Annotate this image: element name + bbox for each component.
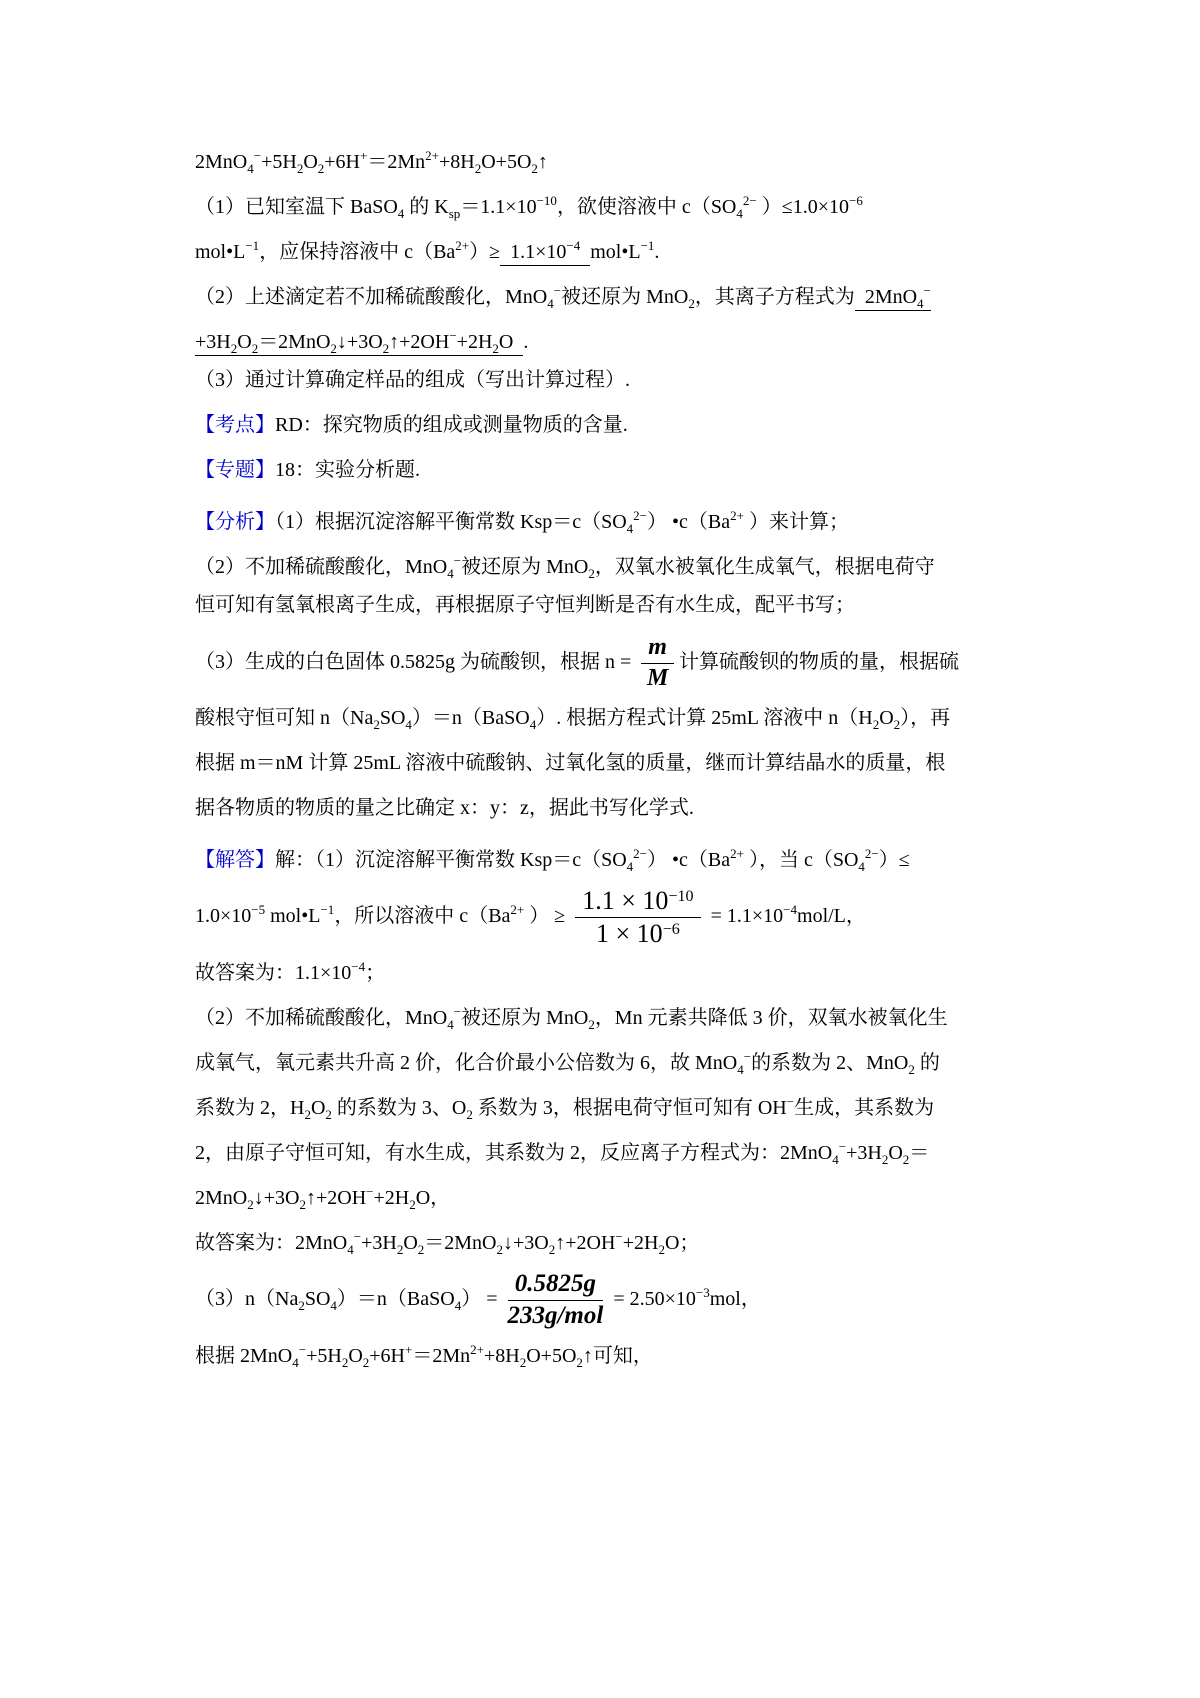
- subscript-run: 4: [347, 1242, 354, 1257]
- superscript-run: −1: [320, 902, 335, 917]
- text-run: O: [310, 1097, 326, 1119]
- document-body: [195, 133, 1025, 1372]
- text-run: = 2.50×10: [608, 1288, 696, 1310]
- text-run: （3）通过计算确定样品的组成（写出计算过程）.: [195, 369, 630, 391]
- subscript-run: 2: [658, 1242, 665, 1257]
- text-run: O: [879, 707, 894, 729]
- superscript-run: 2+: [730, 508, 744, 523]
- text-run: 系数为 2，H: [195, 1097, 305, 1119]
- superscript-run: −4: [351, 959, 366, 974]
- text-line: [195, 133, 1025, 178]
- text-run: 18：实验分析题.: [275, 459, 420, 481]
- text-run: +3H: [361, 1232, 397, 1254]
- subscript-run: 2: [362, 1355, 370, 1370]
- section-tag: 【考点】: [195, 414, 275, 436]
- subscript-run: 2: [519, 1355, 527, 1370]
- text-run: +3H: [846, 1142, 882, 1164]
- text-line: [195, 989, 1025, 1034]
- subscript-run: 4: [447, 1017, 454, 1032]
- superscript-run: −: [838, 1139, 847, 1154]
- text-run: m: [648, 634, 667, 661]
- text-run: O: [348, 1345, 363, 1367]
- text-run: ，双氧水被氧化生成氧气，根据电荷守: [594, 556, 935, 578]
- text-run: +8H: [438, 151, 475, 173]
- subscript-run: 2: [299, 1197, 306, 1212]
- superscript-run: −6: [849, 193, 863, 208]
- text-line: [195, 583, 1025, 628]
- text-run: O: [498, 331, 524, 353]
- subscript-run: 2: [296, 161, 304, 176]
- text-run: +2H: [622, 1232, 659, 1254]
- superscript-run: −: [453, 553, 462, 568]
- text-run: 1.0×10: [195, 905, 252, 927]
- text-run: 据各物质的物质的量之比确定 x：y：z，据此书写化学式.: [195, 797, 694, 819]
- subscript-run: 2: [902, 1152, 910, 1167]
- subscript-run: 2: [893, 717, 901, 732]
- subscript-run: 4: [292, 1355, 299, 1370]
- text-run: O: [888, 1142, 903, 1164]
- text-line: [195, 786, 1025, 831]
- superscript-run: 2−: [633, 508, 648, 523]
- text-run: 根据 m＝nM 计算 25mL 溶液中硫酸钠、过氧化氢的质量，继而计算结晶水的质量，根: [195, 752, 946, 774]
- text-run: ） =: [461, 1288, 503, 1310]
- subscript-run: 2: [576, 1355, 583, 1370]
- answer-blank-underline: [854, 283, 931, 311]
- superscript-run: −1: [245, 238, 260, 253]
- superscript-run: −10: [536, 193, 557, 208]
- text-run: 2MnO: [854, 286, 918, 308]
- text-run: ，应保持溶液中 c（Ba: [259, 241, 456, 263]
- text-run: 1.1×10: [500, 241, 567, 263]
- text-run: （2）上述滴定若不加稀硫酸酸化，MnO: [195, 286, 548, 308]
- text-run: O: [403, 1232, 418, 1254]
- subscript-run: 4: [626, 859, 634, 874]
- subscript-run: 2: [872, 717, 880, 732]
- text-line: [195, 178, 1025, 223]
- text-run: 的系数为 3、O: [331, 1097, 467, 1119]
- text-run: = 1.1×10: [705, 905, 784, 927]
- text-run: 2，由原子守恒可知，有水生成，其系数为 2，反应离子方程式为：2MnO: [195, 1142, 833, 1164]
- text-run: ）≤: [878, 849, 910, 871]
- subscript-run: 2: [247, 1197, 254, 1212]
- text-run: 生成，其系数为: [794, 1097, 935, 1119]
- subscript-run: 4: [247, 161, 254, 176]
- fraction-numerator: [575, 886, 700, 918]
- superscript-run: 2−: [633, 846, 648, 861]
- fraction-denominator: [647, 664, 668, 693]
- subscript-run: 4: [832, 1152, 839, 1167]
- text-run: [580, 241, 590, 263]
- text-run: ↑可知，: [582, 1345, 653, 1367]
- subscript-run: 2: [298, 1298, 305, 1313]
- text-run: +5H: [261, 151, 297, 173]
- section-tag: 【解答】: [195, 849, 275, 871]
- superscript-run: −: [353, 1229, 362, 1244]
- text-line: [195, 268, 1025, 313]
- text-run: +8H: [483, 1345, 520, 1367]
- text-run: ＝2Mn: [412, 1345, 471, 1367]
- superscript-run: −: [253, 148, 262, 163]
- text-run: ，所以溶液中 c（Ba: [334, 905, 511, 927]
- text-run: ） ≥: [524, 905, 571, 927]
- text-run: 被还原为 MnO: [561, 286, 689, 308]
- text-run: mol/L，: [797, 905, 866, 927]
- subscript-run: 2: [396, 1242, 404, 1257]
- superscript-run: −4: [566, 238, 581, 253]
- subscript-run: 4: [737, 1062, 744, 1077]
- text-run: ↑: [537, 151, 548, 173]
- superscript-run: −: [453, 1004, 462, 1019]
- text-run: （2）不加稀硫酸酸化，MnO: [195, 556, 448, 578]
- text-run: ＝2MnO: [424, 1232, 497, 1254]
- superscript-run: 2−: [864, 846, 879, 861]
- subscript-run: 2: [417, 1242, 425, 1257]
- text-run: RD：探究物质的组成或测量物质的含量.: [275, 414, 628, 436]
- text-line: [195, 1034, 1025, 1079]
- text-line: [195, 448, 1025, 493]
- text-run: ） •c（Ba: [647, 849, 731, 871]
- subscript-run: 2: [466, 1107, 473, 1122]
- text-run: SO: [379, 707, 406, 729]
- text-line: [195, 1079, 1025, 1124]
- text-run: （3）n（Na: [195, 1288, 299, 1310]
- text-run: ）≤1.0×10: [756, 196, 849, 218]
- superscript-run: 2+: [455, 238, 470, 253]
- text-line: [195, 1169, 1025, 1214]
- text-run: O，: [415, 1187, 451, 1209]
- text-line: [195, 493, 1025, 538]
- subscript-run: 2: [588, 566, 595, 581]
- text-run: ；: [365, 962, 386, 984]
- text-run: ，其离子方程式为: [694, 286, 855, 308]
- superscript-run: −10: [668, 887, 694, 905]
- superscript-run: −: [615, 1229, 623, 1244]
- superscript-run: −: [786, 1094, 795, 1109]
- text-run: ），再: [900, 707, 951, 729]
- text-run: ）来计算；: [743, 511, 849, 533]
- subscript-run: 4: [917, 296, 924, 311]
- fraction-denominator: [596, 918, 680, 949]
- subscript-run: 4: [447, 566, 454, 581]
- text-run: ）≥: [469, 241, 501, 263]
- subscript-run: 4: [397, 206, 405, 221]
- superscript-run: −6: [662, 920, 680, 938]
- subscript-run: sp: [448, 206, 461, 221]
- text-line: [195, 741, 1025, 786]
- text-run: mol，: [709, 1288, 761, 1310]
- text-run: mol•L: [265, 905, 321, 927]
- text-run: ，欲使溶液中 c（SO: [556, 196, 737, 218]
- superscript-run: −3: [695, 1285, 710, 1300]
- superscript-run: 2−: [742, 193, 757, 208]
- text-run: +6H: [369, 1345, 405, 1367]
- superscript-run: −: [743, 1049, 752, 1064]
- subscript-run: 2: [688, 296, 695, 311]
- text-run: ） •c（Ba: [647, 511, 731, 533]
- text-run: 故答案为：1.1×10: [195, 962, 352, 984]
- text-run: 计算硫酸钡的物质的量，根据硫: [678, 651, 959, 673]
- fraction-numerator: [641, 634, 674, 664]
- superscript-run: 2+: [425, 148, 439, 163]
- text-run: SO: [304, 1288, 331, 1310]
- text-line: [195, 1214, 1025, 1259]
- text-run: +3H: [195, 331, 231, 353]
- text-line: [195, 831, 1025, 876]
- text-line: [195, 944, 1025, 989]
- subscript-run: 2: [496, 1242, 503, 1257]
- superscript-run: +: [405, 1342, 413, 1357]
- text-run: O: [237, 331, 252, 353]
- text-line: [195, 538, 1025, 583]
- subscript-run: 4: [454, 1298, 462, 1313]
- text-line: [195, 358, 1025, 403]
- text-line: [195, 1327, 1025, 1372]
- superscript-run: −4: [783, 902, 798, 917]
- text-run: ＝2MnO: [258, 331, 331, 353]
- text-run: ）＝n（BaSO: [411, 707, 530, 729]
- text-run: 2MnO: [195, 151, 248, 173]
- subscript-run: 2: [330, 341, 337, 356]
- text-run: ↑+2OH: [389, 331, 450, 353]
- text-run: ↑+2OH: [305, 1187, 367, 1209]
- superscript-run: +: [360, 148, 368, 163]
- text-run: 1.1 × 10: [582, 886, 669, 916]
- text-run: ＝2Mn: [367, 151, 426, 173]
- superscript-run: 2+: [730, 846, 744, 861]
- subscript-run: 2: [251, 341, 259, 356]
- superscript-run: −: [298, 1342, 307, 1357]
- text-run: ↓+3O: [503, 1232, 549, 1254]
- text-line: [195, 403, 1025, 448]
- subscript-run: 2: [409, 1197, 416, 1212]
- text-run: O+5O: [526, 1345, 577, 1367]
- text-run: .: [523, 331, 529, 353]
- text-run: +5H: [306, 1345, 342, 1367]
- text-run: 0.5825g: [514, 1270, 597, 1298]
- subscript-run: 2: [382, 341, 390, 356]
- section-tag: 【分析】: [195, 511, 275, 533]
- superscript-run: −: [923, 283, 931, 298]
- subscript-run: 4: [529, 717, 537, 732]
- text-run: 的: [914, 1052, 940, 1074]
- text-run: 解：（1）沉淀溶解平衡常数 Ksp＝c（SO: [275, 849, 627, 871]
- superscript-run: 2+: [510, 902, 525, 917]
- subscript-run: 4: [626, 521, 634, 536]
- text-run: +6H: [324, 151, 360, 173]
- text-line: [195, 1259, 1025, 1327]
- subscript-run: 2: [881, 1152, 889, 1167]
- subscript-run: 4: [858, 859, 865, 874]
- text-run: +2H: [456, 331, 493, 353]
- text-line: [195, 313, 1025, 358]
- superscript-run: −: [449, 328, 457, 343]
- text-run: mol•L: [590, 241, 641, 263]
- subscript-run: 2: [230, 341, 238, 356]
- text-run: ↓+3O: [253, 1187, 300, 1209]
- text-run: 1 × 10: [596, 918, 663, 948]
- text-line: [195, 1124, 1025, 1169]
- subscript-run: 4: [405, 717, 412, 732]
- text-run: .: [654, 241, 660, 263]
- text-run: ↑+2OH: [555, 1232, 616, 1254]
- text-run: 酸根守恒可知 n（Na: [195, 707, 374, 729]
- text-run: M: [646, 664, 669, 691]
- subscript-run: 4: [736, 206, 743, 221]
- fraction-numerator: [508, 1270, 603, 1301]
- text-run: ），当 c（SO: [743, 849, 859, 871]
- text-run: mol•L: [195, 241, 246, 263]
- text-run: 恒可知有氢氧根离子生成，再根据原子守恒判断是否有水生成，配平书写；: [195, 594, 855, 616]
- subscript-run: 4: [330, 1298, 337, 1313]
- fraction: [575, 886, 700, 949]
- text-run: ＝1.1×10: [460, 196, 537, 218]
- subscript-run: 2: [492, 341, 499, 356]
- text-run: ＝: [909, 1142, 930, 1164]
- text-run: 系数为 3，根据电荷守恒可知有 OH: [472, 1097, 787, 1119]
- text-line: [195, 223, 1025, 268]
- superscript-run: −5: [251, 902, 266, 917]
- subscript-run: 2: [341, 1355, 349, 1370]
- text-run: 被还原为 MnO: [461, 1007, 589, 1029]
- text-run: （1）根据沉淀溶解平衡常数 Ksp＝c（SO: [275, 511, 627, 533]
- superscript-run: −: [366, 1184, 374, 1199]
- text-run: ）＝n（BaSO: [336, 1288, 455, 1310]
- text-run: 被还原为 MnO: [461, 556, 589, 578]
- text-run: +2H: [373, 1187, 410, 1209]
- superscript-run: 2+: [470, 1342, 484, 1357]
- text-run: 成氧气，氧元素共升高 2 价，化合价最小公倍数为 6，故 MnO: [195, 1052, 738, 1074]
- subscript-run: 2: [588, 1017, 595, 1032]
- answer-blank-underline: [500, 238, 590, 266]
- subscript-run: 2: [373, 717, 380, 732]
- subscript-run: 4: [547, 296, 554, 311]
- subscript-run: 2: [474, 161, 482, 176]
- text-line: [195, 628, 1025, 696]
- text-line: [195, 876, 1025, 948]
- superscript-run: −1: [640, 238, 655, 253]
- text-run: ↓+3O: [336, 331, 383, 353]
- text-run: O: [303, 151, 318, 173]
- text-run: 的系数为 2、MnO: [751, 1052, 909, 1074]
- text-run: 故答案为：2MnO: [195, 1232, 348, 1254]
- fraction: [641, 634, 674, 692]
- subscript-run: 2: [548, 1242, 556, 1257]
- section-tag: 【专题】: [195, 459, 275, 481]
- text-run: （1）已知室温下 BaSO: [195, 196, 398, 218]
- text-run: （2）不加稀硫酸酸化，MnO: [195, 1007, 448, 1029]
- text-line: [195, 696, 1025, 741]
- text-run: （3）生成的白色固体 0.5825g 为硫酸钡，根据 n =: [195, 651, 637, 673]
- superscript-run: −: [553, 283, 562, 298]
- fraction: [507, 1270, 603, 1331]
- text-run: 233g/mol: [507, 1301, 604, 1329]
- text-run: 根据 2MnO: [195, 1345, 293, 1367]
- text-run: 2MnO: [195, 1187, 248, 1209]
- text-run: ）. 根据方程式计算 25mL 溶液中 n（H: [536, 707, 873, 729]
- text-run: O+5O: [481, 151, 532, 173]
- subscript-run: 2: [531, 161, 538, 176]
- text-run: ，Mn 元素共降低 3 价，双氧水被氧化生: [594, 1007, 948, 1029]
- answer-blank-underline: [195, 328, 524, 356]
- subscript-run: 2: [304, 1107, 311, 1122]
- text-run: 的 K: [404, 196, 449, 218]
- subscript-run: 2: [325, 1107, 332, 1122]
- subscript-run: 2: [317, 161, 325, 176]
- text-run: O；: [664, 1232, 700, 1254]
- subscript-run: 2: [908, 1062, 915, 1077]
